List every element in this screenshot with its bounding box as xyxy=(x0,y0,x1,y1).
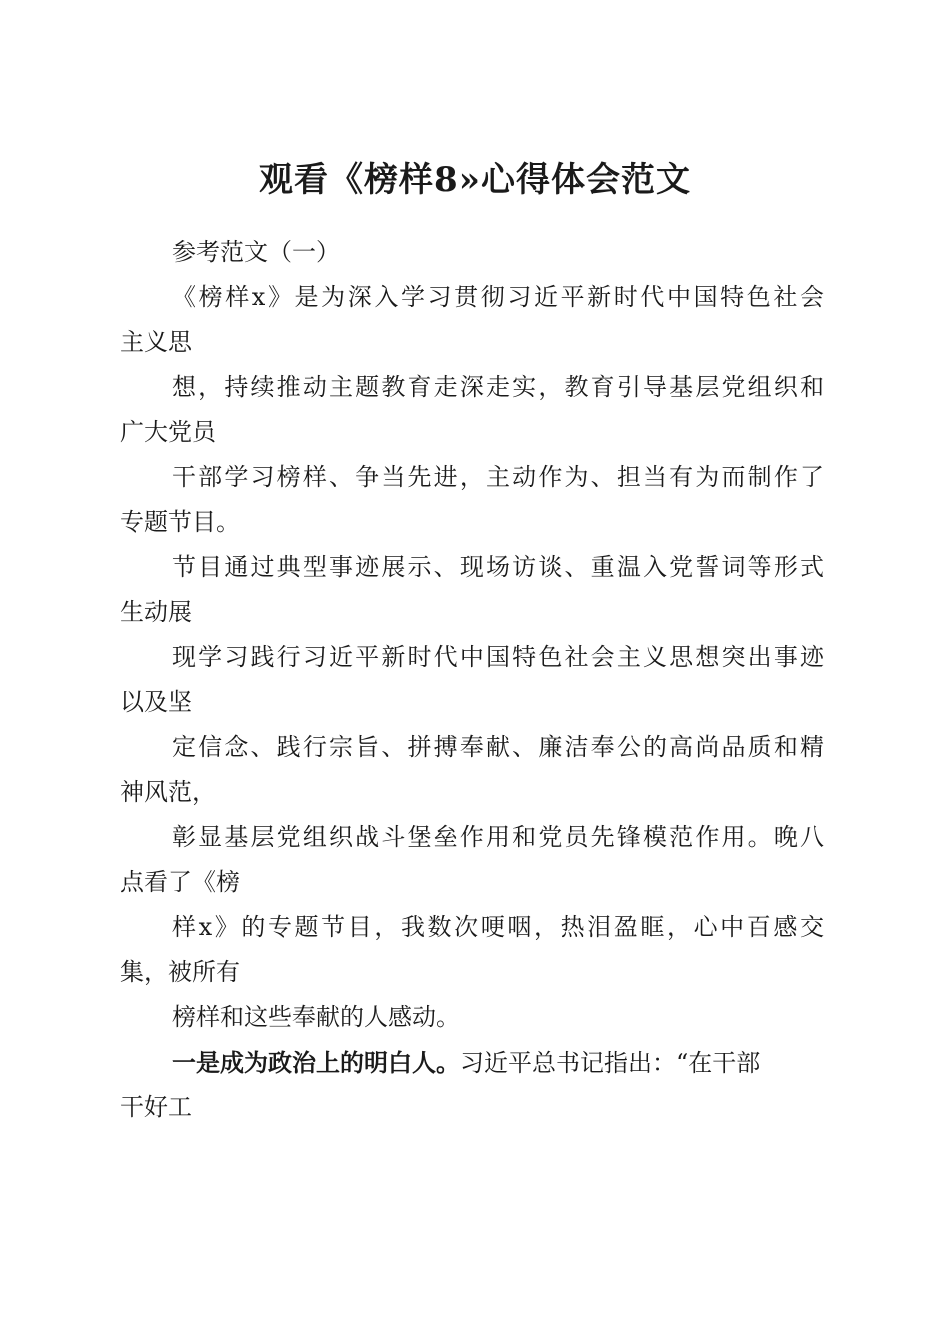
text-line: 广大党员 xyxy=(120,418,216,446)
text-line: 主义思 xyxy=(120,328,192,356)
document-body xyxy=(120,230,824,1130)
bold-lead-phrase: 一是成为政治上的明白人。 xyxy=(172,1048,460,1077)
text-line: 集，被所有 xyxy=(120,958,240,986)
text-line: 彰显基层党组织战斗堡垒作用和党员先锋模范作用。晚八 xyxy=(172,823,824,851)
text-line: 定信念、践行宗旨、拼搏奉献、廉洁奉公的高尚品质和精 xyxy=(172,733,824,761)
text-line: 专题节目。 xyxy=(120,508,240,536)
text-line: 榜样和这些奉献的人感动。 xyxy=(172,1003,460,1031)
text-line: 神风范， xyxy=(120,778,216,806)
text-line: 《榜样x》是为深入学习贯彻习近平新时代中国特色社会 xyxy=(172,283,824,311)
text-line: 现学习践行习近平新时代中国特色社会主义思想突出事迹 xyxy=(172,643,824,671)
text-line: 节目通过典型事迹展示、现场访谈、重温入党誓词等形式 xyxy=(172,553,824,581)
text-line: 点看了《榜 xyxy=(120,868,240,896)
section-heading: 参考范文（一） xyxy=(172,238,340,266)
text-line: 干部学习榜样、争当先进，主动作为、担当有为而制作了 xyxy=(172,463,824,491)
text-line: 生动展 xyxy=(120,598,192,626)
text-line-rest: 习近平总书记指出：“在干部 xyxy=(460,1049,761,1077)
text-line: 样x》的专题节目，我数次哽咽，热泪盈眶，心中百感交 xyxy=(172,913,824,941)
text-line: 以及坚 xyxy=(120,688,192,716)
text-line xyxy=(120,1040,824,1085)
document-title: 观看《榜样8»心得体会范文 xyxy=(259,159,691,200)
text-line: 干好工 xyxy=(120,1093,192,1121)
text-line: 想，持续推动主题教育走深走实，教育引导基层党组织和 xyxy=(172,373,824,401)
